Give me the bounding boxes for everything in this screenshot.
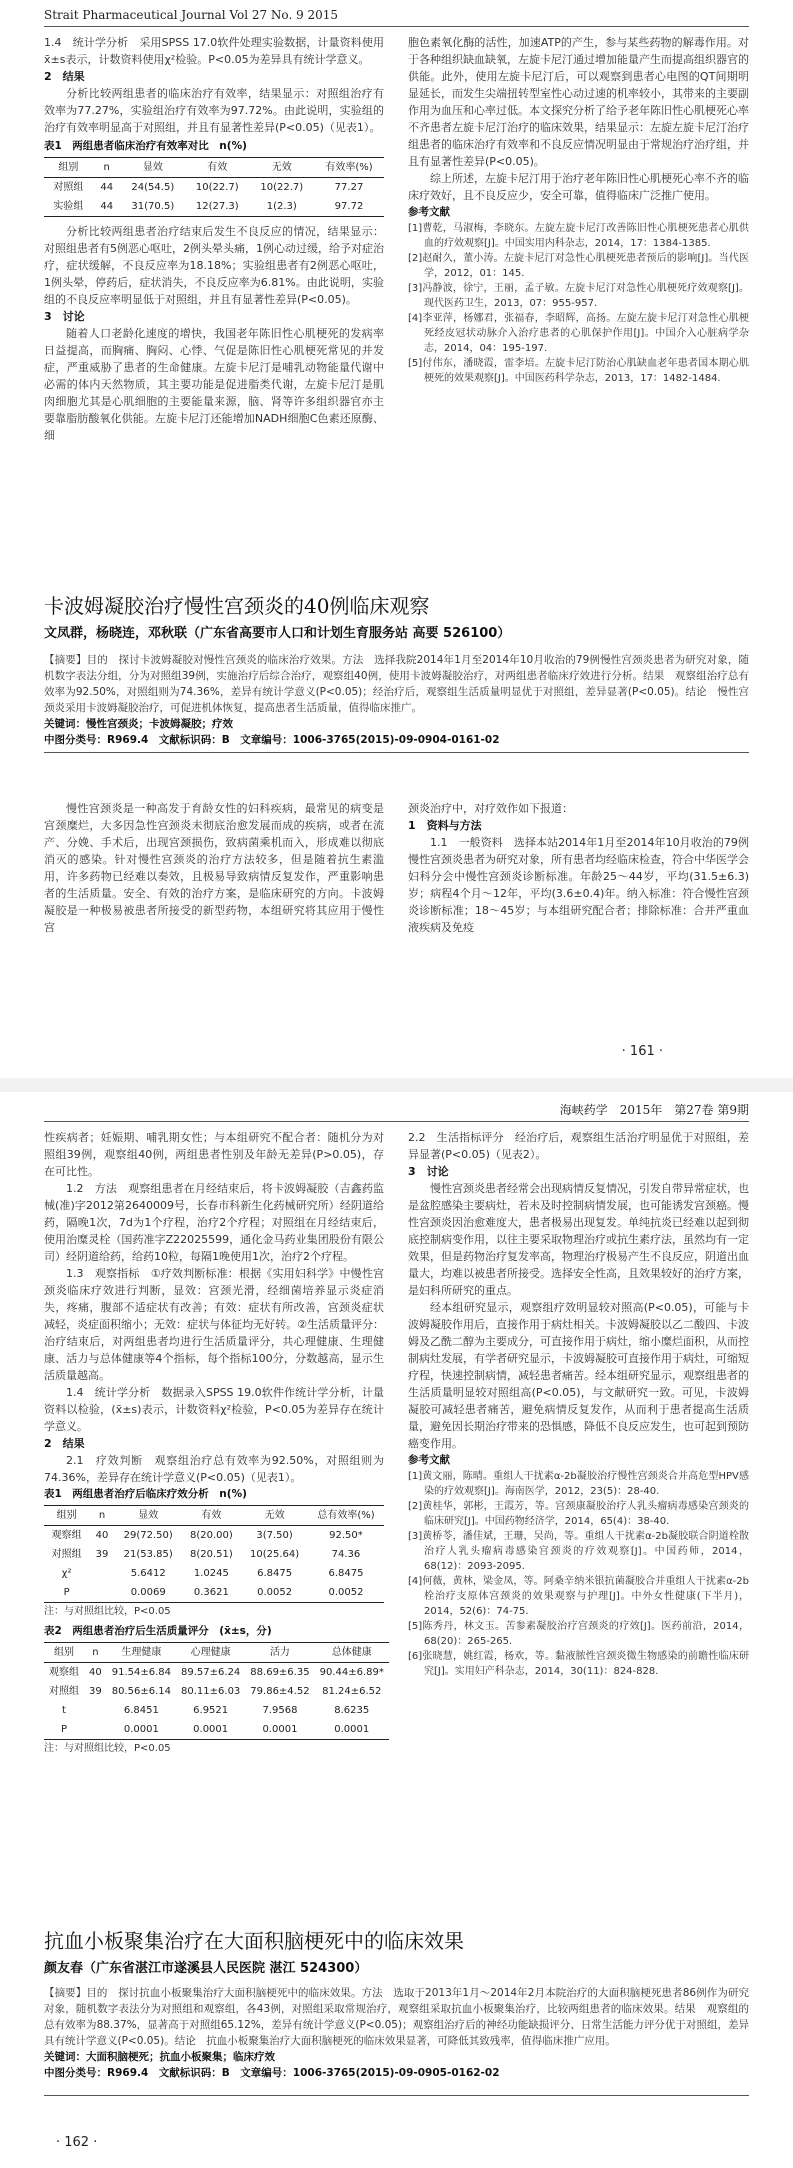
reference-item: [1]黄文丽，陈晴。重组人干扰素α-2b凝胶治疗慢性宫颈炎合并高危型HPV感染的疗效观察[J]。海南医学，2012，23(5)：28-40. — [408, 1471, 749, 1497]
table-header-cell: 有效 — [185, 158, 249, 178]
page-separator — [0, 1078, 793, 1092]
reference-item: [5]陈秀丹，林文玉。苦参素凝胶治疗宫颈炎的疗效[J]。医药前沿，2014，68(20)：265-265. — [408, 1621, 749, 1647]
exclusion-paragraph: 性疾病者；妊娠期、哺乳期女性；与本组研究不配合者：随机分为对照组39例，观察组40例，两组患者性别及年龄无差异(P>0.05)，存在可比性。 — [44, 1131, 384, 1178]
reference-item: [3]黄桥苓，潘佳斌，王珊，吴尚，等。重组人干扰素α-2b凝胶联合阴道栓散治疗人乳头瘤病毒感染宫颈炎的疗效观察[J]。中国药师，2014，68(12)：2093-2095. — [408, 1531, 749, 1572]
table-cell: 91.54±6.84 — [111, 1667, 172, 1678]
page-161 — [0, 0, 793, 1075]
table-cell: 88.69±6.35 — [250, 1667, 310, 1678]
table2-note: 注：与对照组比较，P<0.05 — [44, 1743, 171, 1754]
table-cell: 10(22.7) — [260, 182, 304, 193]
table-header-cell: 总有效率(%) — [308, 1506, 384, 1526]
classification: 中图分类号：R969.4 文献标识码：B 文章编号：1006-3765(2015)-09-0904-0161-02 — [44, 734, 500, 746]
table-header-cell: 有效 — [182, 1506, 242, 1526]
observation-paragraph: 1.3 观察指标 ①疗效判断标准：根据《实用妇科学》中慢性宫颈炎临床疗效进行判断，显效：宫颈光滑，经细菌培养显示炎症消失，疼痛，腹部不适症状有改善；有效：症状有所改善，宫颈炎症状减轻，炎症面积缩小；无效：症状与体征均无好转。②生活质量评分：治疗结束后，对两组患者均进行生活质量评分，共心理健康、生理健康、活力与总体健康等4个指标，每个指标100分，分数越高，显示生活质量越高。 — [44, 1267, 384, 1382]
table-header-cell: 组别 — [44, 1643, 84, 1663]
references-list — [408, 221, 749, 386]
table-row — [44, 197, 384, 217]
table-cell: 观察组 — [51, 1530, 82, 1541]
table-cell: 97.72 — [334, 201, 364, 212]
table-cell: 24(54.5) — [131, 182, 175, 193]
page-162 — [0, 1095, 793, 2168]
section-heading-results: 2 结果 — [44, 1437, 85, 1450]
references-list — [408, 1469, 749, 1679]
section-heading-discussion: 3 讨论 — [408, 1165, 449, 1178]
table-row — [44, 1545, 384, 1564]
efficacy-paragraph: 2.1 疗效判断 观察组治疗总有效率为92.50%，对照组则为74.36%，差异存在统计学意义(P<0.05)（见表1）。 — [44, 1454, 384, 1484]
table-header-cell: 组别 — [44, 158, 93, 178]
table-cell: 实验组 — [53, 201, 84, 212]
table-cell: 80.11±6.03 — [181, 1686, 241, 1697]
table-cell: 92.50* — [329, 1530, 363, 1541]
abstract-text: 【摘要】目的 探讨抗血小板聚集治疗大面积脑梗死中的临床效果。方法 选取于2013年1月～2014年2月本院治疗的大面积脑梗死患者86例作为研究对象，随机数字表法分为对照组和观察组，各43例，对照组采取常规治疗，观察组采取抗血小板聚集治疗，比较两组患者的临床效果。结果 观察组的总有效率为88.37%，显著高于对照组65.12%，差异有统计学意义(P<0.05)；观察组治疗后的神经功能缺损评分、日常生活能力评分优于对照组，差异具有统计学意义(P<0.05)。结论 抗血小板聚集治疗大面积脑梗死的临床效果显著，可降低其致残率，值得临床推广应用。 — [44, 1987, 749, 2047]
table-cell — [84, 1720, 107, 1740]
table1-caption: 表1 两组患者治疗后临床疗效分析 n(%) — [44, 1488, 247, 1500]
table-cell: 21(53.85) — [123, 1549, 173, 1560]
header-rule — [44, 26, 749, 27]
references-title: 参考文献 — [408, 206, 450, 218]
table2-caption: 表2 两组患者治疗后生活质量评分 (x̄±s，分) — [44, 1625, 272, 1637]
abstract-rule — [44, 2095, 749, 2096]
page-number: · 162 · — [56, 2135, 98, 2150]
table-cell: 8(20.51) — [189, 1549, 233, 1560]
table-cell: 0.0052 — [328, 1587, 364, 1598]
table-cell: 80.56±6.14 — [111, 1686, 172, 1697]
table-cell: 74.36 — [331, 1549, 361, 1560]
table-row — [44, 1663, 389, 1683]
page-number: · 161 · — [621, 1044, 663, 1059]
left-column — [44, 34, 384, 444]
left-column — [44, 1129, 384, 1757]
table-cell: 观察组 — [49, 1667, 79, 1678]
table-cell: 对照组 — [51, 1549, 82, 1560]
table-cell: P — [60, 1724, 68, 1735]
reference-item: [4]何薇，黄林，梁金凤，等。阿桑辛纳米银抗菌凝胶合并重组人干扰素α-2b栓治疗支原体宫颈炎的效果观察与护理[J]。中外女性健康(下半月)，2014，52(6)：74-75. — [408, 1576, 749, 1617]
quality-paragraph: 2.2 生活指标评分 经治疗后，观察组生活治疗明显优于对照组，差异显著(P<0.05)（见表2）。 — [408, 1131, 749, 1161]
reference-item: [2]赵耐久，董小涛。左旋卡尼汀对急性心肌梗死患者预后的影响[J]。当代医学，2012，01：145. — [408, 253, 749, 279]
efficacy-table — [44, 157, 384, 217]
table-cell: 1(2.3) — [266, 201, 297, 212]
table-cell: 44 — [100, 201, 114, 212]
table-header-cell: 显效 — [121, 158, 185, 178]
table-row — [44, 1583, 384, 1603]
table-cell: 77.27 — [334, 182, 364, 193]
article-abstract — [44, 1985, 749, 2081]
table-cell: 39 — [89, 1686, 102, 1697]
reference-item: [1]曹乾，马淑梅，李晓东。左旋左旋卡尼汀改善陈旧性心肌梗死患者心肌供血的疗效观察[J]。中国实用内科杂志，2014，17：1384-1385. — [408, 223, 749, 249]
table-cell: 5.6412 — [130, 1568, 166, 1579]
journal-header: 海峡药学 2015年 第27卷 第9期 — [559, 1103, 749, 1117]
table-cell: 44 — [100, 182, 114, 193]
table-cell: 12(27.3) — [195, 201, 239, 212]
table-cell: 0.0001 — [262, 1724, 298, 1735]
table-row — [44, 1564, 384, 1583]
reference-item: [3]冯静波，徐宁，王丽，孟子敏。左旋卡尼汀对急性心肌梗死疗效观察[J]。现代医药卫生，2013，07：955-957. — [408, 283, 749, 309]
table-cell: 0.0052 — [257, 1587, 293, 1598]
table-row — [44, 178, 384, 198]
adverse-reaction-paragraph: 分析比较两组患者治疗结束后发生不良反应的情况，结果显示：对照组患者有5例恶心呕吐，2例头晕头痛，1例心动过缓，给予对症治疗，症状缓解，不良反应率为18.18%；实验组患者有2例恶心呕吐，1例头晕，停药后，症状消失，不良反应率为6.81%。由此说明，实验组的不良反应率明显低于对照组，并且有显著性差异(P<0.05)。 — [44, 225, 384, 306]
section-heading-discussion: 3 讨论 — [44, 310, 85, 323]
reference-item: [2]黄桂华，郭彬，王霞芳，等。宫颈康凝胶治疗人乳头瘤病毒感染宫颈炎的临床研究[J]。中国药物经济学，2014，65(4)：38-40. — [408, 1501, 749, 1527]
table-cell: 10(22.7) — [195, 182, 239, 193]
table-cell: 0.0069 — [130, 1587, 166, 1598]
table-header-cell: 总体健康 — [315, 1643, 389, 1663]
table-cell: 6.9521 — [193, 1705, 229, 1716]
table-row — [44, 1682, 389, 1701]
table-cell: 89.57±6.24 — [181, 1667, 241, 1678]
table-cell: 0.0001 — [123, 1724, 159, 1735]
table1-note: 注：与对照组比较，P<0.05 — [44, 1606, 171, 1617]
table-cell: 90.44±6.89* — [319, 1667, 384, 1678]
table-row — [44, 1720, 389, 1740]
table-row — [44, 1701, 389, 1720]
table-header-cell: 显效 — [115, 1506, 182, 1526]
table-cell: 40 — [89, 1667, 102, 1678]
table-header-cell: 无效 — [250, 158, 314, 178]
table-cell: 0.0001 — [334, 1724, 370, 1735]
table-cell: t — [62, 1705, 66, 1716]
table-header-cell: n — [89, 1506, 115, 1526]
table-cell: 7.9568 — [262, 1705, 298, 1716]
table-cell: 6.8475 — [257, 1568, 293, 1579]
efficacy-table — [44, 1505, 384, 1603]
section-heading-results: 2 结果 — [44, 70, 85, 83]
discussion-continued: 胞色素氧化酶的活性，加速ATP的产生，参与某些药物的解毒作用。对于各种组织缺血缺氧，左旋卡尼汀通过增加能量产生而提高组织器官的供能。此外，使用左旋卡尼汀后，可以观察到患者心电图的QT间期明显延长，而发生尖端扭转型室性心动过速的机率较小，其带来的主要副作用为血压和心率过低。本文探究分析了给予老年陈旧性心肌梗死心率不齐患者左旋卡尼汀治疗的临床效果，结果显示：左旋左旋卡尼汀治疗组患者的临床治疗有效率和不良反应情况明显由于常规治疗治疗组，并且有显著性差异(P<0.05)。 — [408, 36, 749, 168]
article2-left-column — [44, 800, 384, 936]
references-title: 参考文献 — [408, 1454, 450, 1466]
table-header-cell: 无效 — [241, 1506, 308, 1526]
table-cell: 10(25.64) — [250, 1549, 300, 1560]
article-authors: 颜友春（广东省湛江市遂溪县人民医院 湛江 524300） — [44, 1961, 368, 1976]
table-cell: 对照组 — [53, 182, 84, 193]
table-header-cell: n — [93, 158, 121, 178]
table-cell: 0.0001 — [193, 1724, 229, 1735]
discussion-paragraph: 随着人口老龄化速度的增快，我国老年陈旧性心肌梗死的发病率日益提高，而胸痛、胸闷、心悸、气促是陈旧性心肌梗死常见的并发症，严重威胁了患者的生命健康。左旋卡尼汀是哺乳动物能量代谢中必需的体内天然物质，其主要功能是促进脂类代谢，左旋卡尼汀是肌肉细胞尤其是心肌细胞的主要能量来源，脑、肾等许多组织器官亦主要靠脂肪酸氧化供能。左旋卡尼汀还能增加NADH细胞C色素还原酶、细 — [44, 327, 384, 442]
table-header-cell: n — [84, 1643, 107, 1663]
article-abstract — [44, 652, 749, 748]
methods-paragraph: 1.2 方法 观察组患者在月经结束后，将卡波姆凝胶（吉鑫药监械(准)字2012第2640009号，长春市科新生化药械研究所）经阴道给药，隔晚1次，7d为1个疗程，治疗2个疗程；对照组在月经结束后，使用治糜灵栓（国药准字Z22025599，通化金马药业集团股份有限公司）经阴道给药，给药10粒，每隔1晚使用1次，治疗2个疗程。 — [44, 1182, 384, 1263]
table1-caption: 表1 两组患者临床治疗有效率对比 n(%) — [44, 140, 247, 152]
right-column — [408, 1129, 749, 1679]
table-cell: 29(72.50) — [123, 1530, 173, 1541]
results-paragraph: 分析比较两组患者的临床治疗有效率，结果显示：对照组治疗有效率为77.27%，实验组治疗有效率为97.72%。由此说明，实验组的治疗有效率明显高于对照组，并且有显著性差异(P<0.05)（见表1）。 — [44, 87, 384, 134]
table-header-cell: 生理健康 — [107, 1643, 176, 1663]
classification: 中图分类号：R969.4 文献标识码：B 文章编号：1006-3765(2015)-09-0905-0162-02 — [44, 2067, 500, 2079]
table-cell: 1.0245 — [193, 1568, 229, 1579]
article-title: 卡波姆凝胶治疗慢性宫颈炎的40例临床观察 — [44, 594, 430, 618]
table-cell: 6.8451 — [123, 1705, 159, 1716]
table-cell: 81.24±6.52 — [322, 1686, 382, 1697]
table-cell: P — [63, 1587, 70, 1598]
section-heading-methods: 1 资料与方法 — [408, 819, 482, 832]
discussion-paragraph-1: 慢性宫颈炎患者经常会出现病情反复情况，引发自带异常症状，也是盆腔感染主要病灶，若未及时控制病情发展，也可能诱发宫颈癌。慢性宫颈炎因治愈难度大，患者极易出现复发。单纯抗炎已经难以起到彻底控制病变作用，以往主要采取物理治疗或抗生素疗法，虽然均有一定效果，但是药物治疗复发率高，物理治疗极易产生不良反应，阴道出血量大，均难以被患者所接受。选择安全性高，且效果较好的治疗方案，是妇科所研究的重点。 — [408, 1182, 749, 1297]
table-cell: 对照组 — [49, 1686, 79, 1697]
table-cell: 31(70.5) — [131, 201, 175, 212]
table-cell: 8(20.00) — [189, 1530, 233, 1541]
table-cell: 6.8475 — [328, 1568, 364, 1579]
table-header-cell: 活力 — [245, 1643, 314, 1663]
table-header-row — [44, 1506, 384, 1526]
table-cell: 79.86±4.52 — [250, 1686, 310, 1697]
table-row — [44, 1526, 384, 1546]
discussion-paragraph-2: 经本组研究显示，观察组疗效明显较对照高(P<0.05)，可能与卡波姆凝胶作用后，直接作用于病灶相关。卡波姆凝胶以乙二酸四、卡波姆及乙酰二醇为主要成分，可直接作用于病灶，缩小糜烂面积，从而控制病灶发展，有学者研究显示，卡波姆凝胶可直接作用于病灶，可缩短疗程，快速控制病情，减轻患者痛苦。经本组研究显示，观察组患者的生活质量明显较对照组高(P<0.05)，与文献研究一致。可见，卡波姆凝胶可减轻患者痛苦，避免病情反复发作，从而利于患者提高生活质量，避免因长期治疗带来的恐惧感，降低不良反应发生，也可起到预防癌变作用。 — [408, 1301, 749, 1450]
keywords: 关键词：大面积脑梗死；抗血小板聚集；临床疗效 — [44, 2051, 275, 2063]
reference-item: [5]付伟东，潘晓霞，雷李培。左旋卡尼汀防治心肌缺血老年患者国本期心肌梗死的效果观察[J]。中国医药科学杂志，2013，17：1482-1484. — [408, 358, 749, 384]
quality-of-life-table — [44, 1642, 389, 1740]
table-cell: 40 — [95, 1530, 109, 1541]
abstract-text: 【摘要】目的 探讨卡波姆凝胶对慢性宫颈炎的临床治疗效果。方法 选择我院2014年1月至2014年10月收治的79例慢性宫颈炎患者为研究对象，随机数字表法分组，分为对照组39例，实施治疗后综合治疗，观察组40例，使用卡波姆凝胶治疗，对两组患者临床疗效进行分析。结果 观察组治疗总有效率为92.50%，对照组则为74.36%，差异有统计学意义(P<0.05)；经治疗后，观察组生活质量明显优于对照组，差异显著(P<0.05)。结论 慢性宫颈炎采用卡波姆凝胶治疗，可促进机体恢复，提高患者生活质量，值得临床推广。 — [44, 654, 749, 714]
reference-item: [4]李亚萍，杨娜君，张福春，李昭辉，高扬。左旋左旋卡尼汀对急性心肌梗死经皮冠状动脉介入治疗患者的心肌保护作用[J]。中国介入心脏病学杂志，2014，04：195-197. — [408, 313, 749, 354]
table-cell — [89, 1583, 115, 1603]
article2-right-column — [408, 800, 749, 936]
article-authors: 文凤群，杨晓连，邓秋联（广东省高要市人口和计划生育服务站 高要 526100） — [44, 626, 511, 641]
stats-paragraph: 1.4 统计学分析 数据录入SPSS 19.0软件作统计学分析，计量资料以检验，(x̄±s)表示，计数资料χ²检验，P<0.05为差异存在统计学意义。 — [44, 1386, 384, 1433]
table-header-cell: 组别 — [44, 1506, 89, 1526]
journal-header: Strait Pharmaceutical Journal Vol 27 No. 9 2015 — [44, 8, 339, 22]
intro-paragraph: 慢性宫颈炎是一种高发于育龄女性的妇科疾病，最常见的病变是宫颈糜烂，大多因急性宫颈炎未彻底治愈发展而成的疾病，或者在流产、分娩、手术后，出现宫颈损伤，致病菌乘机而入，形成难以彻底消灭的感染。针对慢性宫颈炎的治疗方法较多，但是随着抗生素滥用，许多药物已经难以奏效，且极易导致病情反复发作，严重影响患者的生活质量。安全、有效的治疗方案，是临床研究的方向。卡波姆凝胶是一种极易被患者所接受的新型药物，本组研究将其应用于慢性宫 — [44, 802, 384, 934]
table-cell: 3(7.50) — [256, 1530, 293, 1541]
header-rule — [44, 1121, 749, 1122]
table-header-cell: 心理健康 — [176, 1643, 245, 1663]
table-cell: 0.3621 — [193, 1587, 229, 1598]
table-cell: χ² — [61, 1568, 72, 1579]
general-info-paragraph: 1.1 一般资料 选择本站2014年1月至2014年10月收治的79例慢性宫颈炎患者为研究对象，所有患者均经临床检查，符合中华医学会妇科分会中慢性宫颈炎诊断标准。年龄25～44岁，平均(31.5±6.3)岁；病程4个月～12年，平均(3.6±0.4)年。纳入标准：符合慢性宫颈炎诊断标准；18～45岁；与本组研究配合者；排除标准：合并严重血液疾病及免疫 — [408, 836, 749, 934]
table-header-row — [44, 1643, 389, 1663]
table-cell: 8.6235 — [334, 1705, 370, 1716]
right-column — [408, 34, 749, 386]
conclusion-paragraph: 综上所述，左旋卡尼汀用于治疗老年陈旧性心肌梗死心率不齐的临床疗效好，且不良反应少，安全可靠，值得临床广泛推广使用。 — [408, 172, 749, 202]
abstract-rule — [44, 752, 749, 753]
keywords: 关键词：慢性宫颈炎；卡波姆凝胶；疗效 — [44, 718, 233, 730]
table-cell: 39 — [95, 1549, 109, 1560]
table-cell — [84, 1701, 107, 1720]
intro-continued: 颈炎治疗中，对疗效作如下报道： — [408, 802, 573, 815]
reference-item: [6]张晓慧，姚红霞，杨欢，等。黏液脓性宫颈炎微生物感染的前瞻性临床研究[J]。实用妇产科杂志，2014，30(11)：824-828. — [408, 1651, 749, 1677]
article-title: 抗血小板聚集治疗在大面积脑梗死中的临床效果 — [44, 1929, 464, 1953]
stats-paragraph: 1.4 统计学分析 采用SPSS 17.0软件处理实验数据，计量资料使用x̄±s表示，计数资料使用χ²检验。P<0.05为差异具有统计学意义。 — [44, 36, 384, 66]
table-header-row — [44, 158, 384, 178]
table-cell — [89, 1564, 115, 1583]
table-header-cell: 有效率(%) — [314, 158, 384, 178]
